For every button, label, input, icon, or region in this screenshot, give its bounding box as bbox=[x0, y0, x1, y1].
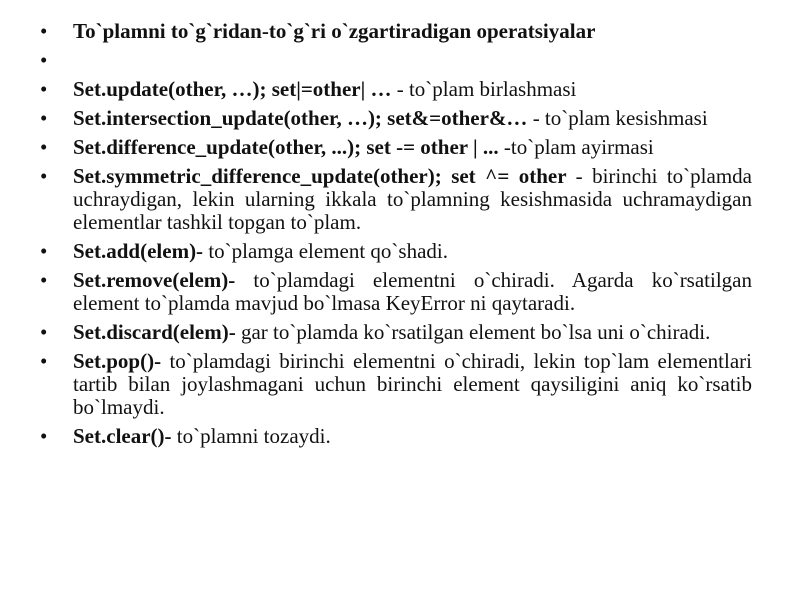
method-name: Set.clear()- bbox=[73, 424, 172, 448]
bullet-icon: • bbox=[40, 77, 48, 101]
method-description: gar to`plamda ko`rsatilgan element bo`lsa uni o`chiradi. bbox=[235, 320, 711, 344]
bullet-icon: • bbox=[40, 239, 48, 263]
method-description: -to`plam ayirmasi bbox=[503, 135, 654, 159]
method-name: Set.discard(elem)- bbox=[73, 320, 236, 344]
method-description: to`plamdagi elementni o`chiradi. Agarda ko`rsatilgan element to`plamda mavjud bo`lmasa KeyError ni qaytaradi. bbox=[73, 268, 752, 315]
list-item-intersection-update bbox=[40, 107, 752, 130]
bullet-icon: • bbox=[40, 349, 48, 373]
method-description: to`plamni tozaydi. bbox=[171, 424, 331, 448]
method-description: to`plamdagi birinchi elementni o`chiradi, lekin top`lam elementlari tartib bilan joylashmagani uchun birinchi element qaysiligini aniq ko`rsatib bo`lmaydi. bbox=[73, 349, 752, 419]
bullet-icon: • bbox=[40, 164, 48, 188]
bullet-icon: • bbox=[40, 320, 48, 344]
bullet-icon: • bbox=[40, 106, 48, 130]
list-item-pop bbox=[40, 350, 752, 419]
list-item-clear bbox=[40, 425, 752, 448]
list-item-remove bbox=[40, 269, 752, 315]
bullet-icon: • bbox=[40, 135, 48, 159]
list-item-symmetric-difference-update bbox=[40, 165, 752, 234]
list-item-difference-update bbox=[40, 136, 752, 159]
method-name: Set.symmetric_difference_update(other); set ^= other bbox=[73, 164, 576, 188]
list-item-update bbox=[40, 78, 752, 101]
bullet-icon: • bbox=[40, 424, 48, 448]
bullet-icon: • bbox=[40, 268, 48, 292]
method-description: - birinchi to`plamda uchraydigan, lekin ularning ikkala to`plamning kesishmasida uchramaydigan elementlar tashkil topgan to`plam. bbox=[73, 164, 752, 234]
method-name: Set.remove(elem)- bbox=[73, 268, 236, 292]
method-description: to`plamga element qo`shadi. bbox=[203, 239, 448, 263]
heading-text: To`plamni to`g`ridan-to`g`ri o`zgartiradigan operatsiyalar bbox=[73, 19, 596, 43]
method-name: Set.intersection_update(other, …); set&=other&… bbox=[73, 106, 533, 130]
bullet-icon: • bbox=[40, 19, 48, 43]
method-name: Set.add(elem)- bbox=[73, 239, 204, 263]
method-description: - to`plam birlashmasi bbox=[396, 77, 577, 101]
list-item-add bbox=[40, 240, 752, 263]
method-name: Set.pop()- bbox=[73, 349, 162, 373]
bullet-list bbox=[40, 20, 752, 448]
method-name: Set.difference_update(other, ...); set -= other | ... bbox=[73, 135, 504, 159]
list-item-heading bbox=[40, 20, 752, 43]
bullet-icon: • bbox=[40, 48, 48, 72]
list-item-empty bbox=[40, 49, 752, 72]
method-name: Set.update(other, …); set|=other| … bbox=[73, 77, 397, 101]
method-description: - to`plam kesishmasi bbox=[532, 106, 708, 130]
list-item-discard bbox=[40, 321, 752, 344]
slide-content bbox=[40, 20, 752, 454]
